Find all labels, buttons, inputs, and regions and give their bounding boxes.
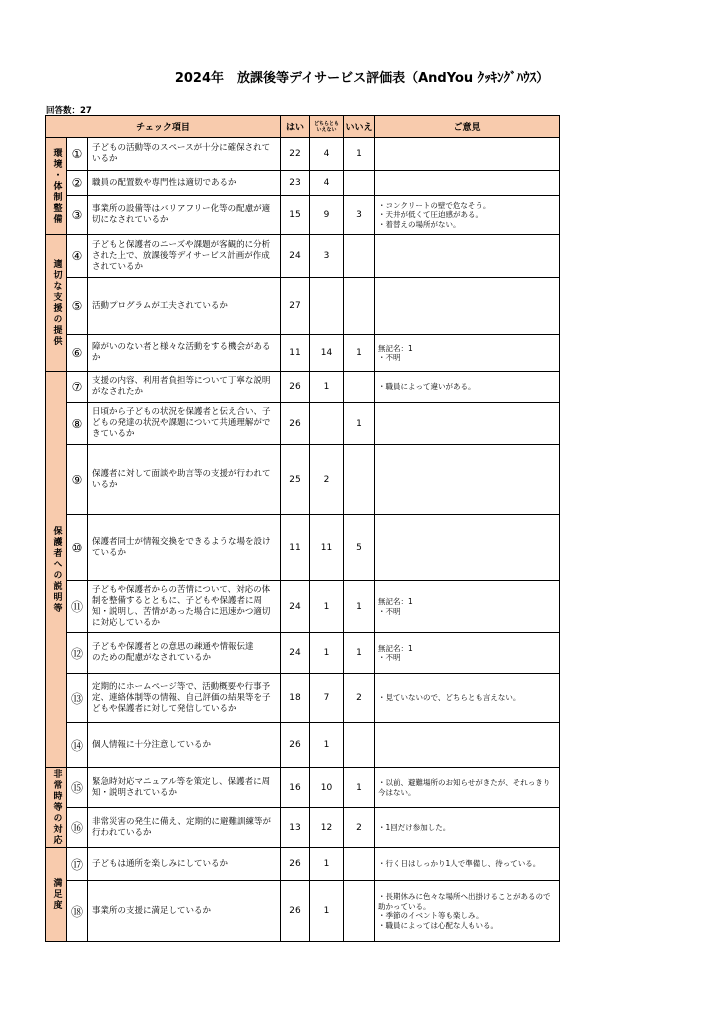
- neutral-count: 4: [310, 171, 344, 196]
- no-count: 1: [344, 335, 375, 372]
- neutral-count: 7: [310, 674, 344, 723]
- table-row: [46, 138, 560, 171]
- yes-count: 18: [281, 674, 310, 723]
- yes-count: 26: [281, 723, 310, 768]
- yes-count: 13: [281, 808, 310, 848]
- neutral-count: 12: [310, 808, 344, 848]
- table-row: [46, 723, 560, 768]
- item-number: ①: [67, 138, 88, 171]
- no-count: 1: [344, 633, 375, 674]
- opinion-text: ・見ていないので、どちらとも言えない。: [375, 674, 560, 723]
- yes-count: 11: [281, 335, 310, 372]
- item-number: ⑫: [67, 633, 88, 674]
- item-number: ⑬: [67, 674, 88, 723]
- opinion-text: ・コンクリートの壁で危なそう。 ・天井が低くて圧迫感がある。 ・着替えの場所がない。: [375, 196, 560, 235]
- table-row: [46, 196, 560, 235]
- table-row: [46, 403, 560, 445]
- yes-count: 26: [281, 403, 310, 445]
- check-item-text: 定期的にホームページ等で、活動概要や行事予定、連絡体制等の情報、自己評価の結果等を子どもや保護者に対して発信しているか: [88, 674, 281, 723]
- check-item-text: 支援の内容、利用者負担等について丁寧な説明がなされたか: [88, 372, 281, 403]
- category-cell: [46, 138, 67, 235]
- opinion-text: [375, 138, 560, 171]
- opinion-text: [375, 723, 560, 768]
- no-count: [344, 848, 375, 881]
- opinion-text: ・以前、避難場所のお知らせがきたが、それっきり今はない。: [375, 768, 560, 808]
- no-count: [344, 723, 375, 768]
- neutral-count: 4: [310, 138, 344, 171]
- item-number: ⑯: [67, 808, 88, 848]
- yes-count: 22: [281, 138, 310, 171]
- yes-count: 16: [281, 768, 310, 808]
- page-title: 2024年 放課後等デイサービス評価表（AndYou ｸｯｷﾝｸﾞﾊｳｽ）: [174, 71, 550, 86]
- neutral-count: 1: [310, 581, 344, 633]
- yes-count: 25: [281, 445, 310, 515]
- check-item-text: 職員の配置数や専門性は適切であるか: [88, 171, 281, 196]
- neutral-count: [310, 403, 344, 445]
- item-number: ⑪: [67, 581, 88, 633]
- table-row: [46, 171, 560, 196]
- no-count: 1: [344, 768, 375, 808]
- neutral-count: 2: [310, 445, 344, 515]
- yes-count: 24: [281, 581, 310, 633]
- no-count: [344, 445, 375, 515]
- yes-count: 15: [281, 196, 310, 235]
- opinion-text: [375, 235, 560, 278]
- neutral-count: 1: [310, 633, 344, 674]
- opinion-text: [375, 445, 560, 515]
- opinion-text: [375, 171, 560, 196]
- yes-count: 26: [281, 881, 310, 942]
- yes-count: 23: [281, 171, 310, 196]
- table-row: [46, 768, 560, 808]
- check-item-text: 保護者に対して面談や助言等の支援が行われているか: [88, 445, 281, 515]
- opinion-text: ・1回だけ参加した。: [375, 808, 560, 848]
- yes-count: 11: [281, 515, 310, 581]
- opinion-text: ・長期休みに色々な場所へ出掛けることがあるので助かっている。 ・季節のイベント等も楽しみ。 ・職員によっては心配な人もいる。: [375, 881, 560, 942]
- header-neutral: どちらとも いえない: [310, 116, 344, 138]
- item-number: ②: [67, 171, 88, 196]
- check-item-text: 障がいのない者と様々な活動をする機会があるか: [88, 335, 281, 372]
- check-item-text: 事業所の支援に満足しているか: [88, 881, 281, 942]
- opinion-text: 無記名：1 ・不明: [375, 633, 560, 674]
- item-number: ⑦: [67, 372, 88, 403]
- category-label: 保護者への説明等: [51, 525, 62, 614]
- table-row: [46, 808, 560, 848]
- category-label: 環境・体制整備: [51, 147, 62, 225]
- item-number: ④: [67, 235, 88, 278]
- opinion-text: 無記名：1 ・不明: [375, 581, 560, 633]
- item-number: ⑩: [67, 515, 88, 581]
- no-count: 2: [344, 674, 375, 723]
- category-cell: [46, 372, 67, 768]
- check-item-text: 子どもの活動等のスペースが十分に確保されているか: [88, 138, 281, 171]
- neutral-count: 1: [310, 723, 344, 768]
- no-count: [344, 278, 375, 335]
- table-row: [46, 335, 560, 372]
- no-count: 1: [344, 138, 375, 171]
- header-check-item: チェック項目: [46, 116, 281, 138]
- table-row: [46, 372, 560, 403]
- yes-count: 26: [281, 372, 310, 403]
- no-count: 1: [344, 403, 375, 445]
- table-row: [46, 445, 560, 515]
- category-label: 満足度: [51, 878, 62, 911]
- check-item-text: 活動プログラムが工夫されているか: [88, 278, 281, 335]
- no-count: 1: [344, 581, 375, 633]
- table-row: [46, 881, 560, 942]
- check-item-text: 保護者同士が情報交換をできるような場を設けているか: [88, 515, 281, 581]
- check-item-text: 非常災害の発生に備え、定期的に避難訓練等が行われているか: [88, 808, 281, 848]
- opinion-text: [375, 278, 560, 335]
- table-row: [46, 278, 560, 335]
- item-number: ⑤: [67, 278, 88, 335]
- yes-count: 24: [281, 235, 310, 278]
- yes-count: 26: [281, 848, 310, 881]
- opinion-text: [375, 403, 560, 445]
- opinion-text: ・行く日はしっかり1人で準備し、待っている。: [375, 848, 560, 881]
- table-row: [46, 515, 560, 581]
- table-row: [46, 848, 560, 881]
- no-count: [344, 235, 375, 278]
- check-item-text: 日頃から子どもの状況を保護者と伝え合い、子どもの発達の状況や課題について共通理解ができているか: [88, 403, 281, 445]
- neutral-count: 1: [310, 848, 344, 881]
- item-number: ⑧: [67, 403, 88, 445]
- no-count: [344, 881, 375, 942]
- opinion-text: ・職員によって違いがある。: [375, 372, 560, 403]
- evaluation-table: [45, 115, 560, 942]
- item-number: ⑭: [67, 723, 88, 768]
- item-number: ⑥: [67, 335, 88, 372]
- item-number: ⑮: [67, 768, 88, 808]
- neutral-count: 14: [310, 335, 344, 372]
- table-row: [46, 581, 560, 633]
- table-row: [46, 235, 560, 278]
- no-count: 5: [344, 515, 375, 581]
- check-item-text: 子どもと保護者のニーズや課題が客観的に分析された上で、放課後等デイサービス計画が作成されているか: [88, 235, 281, 278]
- no-count: [344, 171, 375, 196]
- header-row: [46, 116, 560, 138]
- yes-count: 27: [281, 278, 310, 335]
- check-item-text: 個人情報に十分注意しているか: [88, 723, 281, 768]
- check-item-text: 緊急時対応マニュアル等を策定し、保護者に周知・説明されているか: [88, 768, 281, 808]
- neutral-count: 11: [310, 515, 344, 581]
- check-item-text: 子どもや保護者からの苦情について、対応の体制を整備するとともに、子どもや保護者に周知・説明し、苦情があった場合に迅速かつ適切に対応しているか: [88, 581, 281, 633]
- item-number: ⑱: [67, 881, 88, 942]
- category-label: 適切な支援の提供: [51, 259, 62, 347]
- neutral-count: 10: [310, 768, 344, 808]
- no-count: 3: [344, 196, 375, 235]
- neutral-count: 1: [310, 372, 344, 403]
- header-no: いいえ: [344, 116, 375, 138]
- check-item-text: 子どもや保護者との意思の疎通や情報伝達 のための配慮がなされているか: [88, 633, 281, 674]
- header-opinion: ご意見: [375, 116, 560, 138]
- check-item-text: 事業所の設備等はバリアフリー化等の配慮が適切になされているか: [88, 196, 281, 235]
- no-count: 2: [344, 808, 375, 848]
- neutral-count: 3: [310, 235, 344, 278]
- item-number: ⑰: [67, 848, 88, 881]
- category-label: 非常時等の対応: [51, 769, 62, 846]
- opinion-text: 無記名：1 ・不明: [375, 335, 560, 372]
- neutral-count: 9: [310, 196, 344, 235]
- neutral-count: [310, 278, 344, 335]
- header-yes: はい: [281, 116, 310, 138]
- category-cell: [46, 235, 67, 372]
- neutral-count: 1: [310, 881, 344, 942]
- category-cell: [46, 768, 67, 848]
- respondent-count: 回答数：27: [46, 106, 92, 116]
- check-item-text: 子どもは通所を楽しみにしているか: [88, 848, 281, 881]
- category-cell: [46, 848, 67, 942]
- no-count: [344, 372, 375, 403]
- opinion-text: [375, 515, 560, 581]
- yes-count: 24: [281, 633, 310, 674]
- table-row: [46, 633, 560, 674]
- item-number: ⑨: [67, 445, 88, 515]
- item-number: ③: [67, 196, 88, 235]
- table-row: [46, 674, 560, 723]
